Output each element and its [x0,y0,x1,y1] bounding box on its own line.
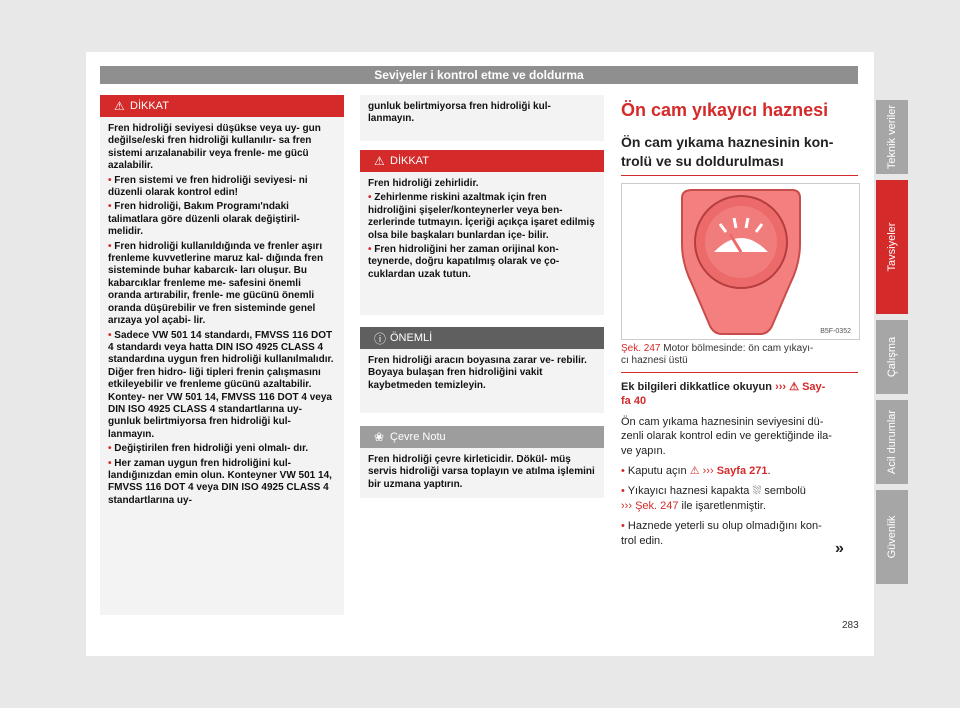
page-ref[interactable]: Say- [802,381,826,393]
page-ref[interactable]: Sayfa 271 [716,465,768,478]
warning-label: DİKKAT [130,100,169,112]
list-item: • Haznede yeterli su olup olmadığını kon- [621,520,822,533]
list-item: • Fren hidroliği, Bakım Programı'ndaki talimatlara göre düzenli olarak değiştiril- melidir. [108,201,336,238]
warning-triangle-icon: ⚠ [374,154,385,168]
list-text: sembolü [764,485,806,498]
tab-label: Teknik veriler [886,104,898,170]
tab-tavsiyeler[interactable] [876,180,908,314]
washer-symbol-icon: ⛆ [752,485,762,498]
section-header: Seviyeler i kontrol etme ve doldurma [100,66,858,84]
tab-label: Tavsiyeler [886,222,898,272]
continue-arrow: » [835,540,844,557]
figure-ref[interactable]: Şek. 247 [635,499,679,512]
warning-label: DİKKAT [390,155,429,167]
section-title: Ön cam yıkayıcı haznesi [621,100,829,120]
warning-body [100,117,344,515]
warning-body [360,172,604,289]
tab-teknik-veriler[interactable] [876,100,908,174]
extra-info-line [621,380,861,394]
paragraph-line: zenli olarak kontrol edin ve gerektiğinde ila- [621,430,832,443]
figure-washer-reservoir [621,183,860,340]
notice-label: ÖNEMLİ [390,332,433,344]
extra-info-text: Ek bilgileri dikkatlice okuyun [621,381,772,393]
list-item: • Fren sistemi ve fren hidroliği seviyesi- ni düzenli olarak kontrol edin! [108,175,336,200]
book-icon: ⚠ [789,381,799,393]
warning-intro: Fren hidroliği zehirlidir. [368,178,479,189]
subsection-title [621,133,861,171]
environment-label: Çevre Notu [390,431,446,443]
warning-continued [360,95,604,141]
warning-box-brake-fluid [100,95,344,615]
arrow-icon: ››› [702,465,714,478]
continued-text: gunluk belirtmiyorsa fren hidroliği kul- lanmayın. [368,101,551,125]
list-item: • Sadece VW 501 14 standardı, FMVSS 116 DOT 4 standardı veya hatta DIN ISO 4925 CLASS 4 standardına uygun fren hidroliği kullanılmalıdır. Diğer fren hidro- liği tipleri frenin çalışmasını etkileyebilir ve frenleme gücünü azaltabilir. Kontey- ner VW 501 14, FMVSS 116 DOT 4 veya DIN ISO 4925 CLASS 4 standartlarına uy- gunluk belirtmiyorsa fren hidroliği kul- lanmayın. [108,330,336,442]
subtitle-line: trolü ve su doldurulması [621,153,784,169]
paragraph-line: Ön cam yıkama haznesinin seviyesini dü- [621,415,824,428]
tab-label: Güvenlik [886,515,898,559]
tab-acil-durumlar[interactable] [876,400,908,484]
caption-line: Motor bölmesinde: ön cam yıkayı- [663,343,814,354]
subtitle-line: Ön cam yıkama haznesinin kon- [621,134,834,150]
list-item: • Fren hidroliği kullanıldığında ve frenler aşırı frenleme kuvvetlerine maruz kal- dığında fren sisteminde buhar kabarcık- ları oluşur. Bu kabarcıklar frenleme me- safesini önemli oranda artırabilir, frenle- me gücünü önemli oranda düşürebilir ve fren sisteminde genel arızaya yol açabi- lir. [108,241,336,328]
arrow-icon: ››› [621,499,632,512]
environment-header [360,426,604,448]
list-item: • Fren hidroliğini her zaman orijinal kon- teynerde, doğru kapatılmış olarak ve ço- cuklardan uzak tutun. [368,244,596,281]
caption-divider [621,372,858,373]
list-text: Yıkayıcı haznesi kapakta [627,485,750,498]
page-number: 283 [842,620,859,631]
warning-triangle-icon: ⚠ [689,465,700,478]
page-ref-cont[interactable]: fa 40 [621,395,647,408]
warning-intro: Fren hidroliği seviyesi düşükse veya uy- gun değilse/eski fren hidroliği kullanılır- sa fren sistemi arızalanabilir veya frenle- me gücü azalabilir. [108,123,321,172]
washer-cap-illustration [622,184,859,339]
caption-line: cı haznesi üstü [621,355,688,366]
list-text: trol edin. [621,534,664,547]
title-divider [621,175,858,176]
notice-box [360,327,604,413]
notice-header [360,327,604,349]
environment-text: Fren hidroliği çevre kirleticidir. Dökül- müş servis hidroliği varsa toplayın ve atılma işlemini bir uzmana yaptırın. [368,454,595,490]
arrow-icon: ››› [775,381,787,393]
tab-calisma[interactable] [876,320,908,394]
list-text: Kaputu açın [627,465,687,478]
list-item: • Her zaman uygun fren hidroliğini kul- landığınızdan emin olun. Konteyner VW 501 14, FMVSS 116 DOT 4 veya DIN ISO 4925 CLASS 4 standartlarına uy- [108,458,336,508]
notice-text: Fren hidroliği aracın boyasına zarar ve- rebilir. Boyaya bulaşan fren hidroliğini vakit kaybetmeden temizleyin. [368,355,587,391]
environment-note-box [360,426,604,498]
figure-code: B5F-0352 [820,328,851,335]
leaf-icon: ❀ [374,430,385,444]
warning-header [360,150,604,172]
tab-label: Acil durumlar [886,409,898,475]
figure-caption [621,343,858,367]
list-item: • Yıkayıcı haznesi kapakta ⛆ sembolü [621,485,806,498]
warning-header [100,95,344,117]
body-text [621,380,861,548]
list-item: • Değiştirilen fren hidroliği yeni olmalı- dır. [108,443,336,455]
tab-guvenlik[interactable] [876,490,908,584]
list-text: Haznede yeterli su olup olmadığını kon- [627,520,822,533]
paragraph-line: ve yapın. [621,444,666,457]
figure-ref: Şek. 247 [621,343,661,354]
tab-label: Çalışma [886,336,898,378]
info-circle-icon: ⓘ [374,331,387,346]
list-item: • Zehirlenme riskini azaltmak için fren hidroliğini şişeler/konteynerler veya ben- zerlerinde tutmayın. İçeriği açıkça işaret edilmiş olsa bile başkaları bunlardan içe- bilir. [368,192,596,242]
warning-triangle-icon: ⚠ [114,99,125,113]
list-text: ile işaretlenmiştir. [681,499,766,512]
warning-box-toxic [360,150,604,315]
list-item-cont [621,499,861,513]
list-item: • Kaputu açın ⚠ ››› Sayfa 271. [621,465,771,478]
